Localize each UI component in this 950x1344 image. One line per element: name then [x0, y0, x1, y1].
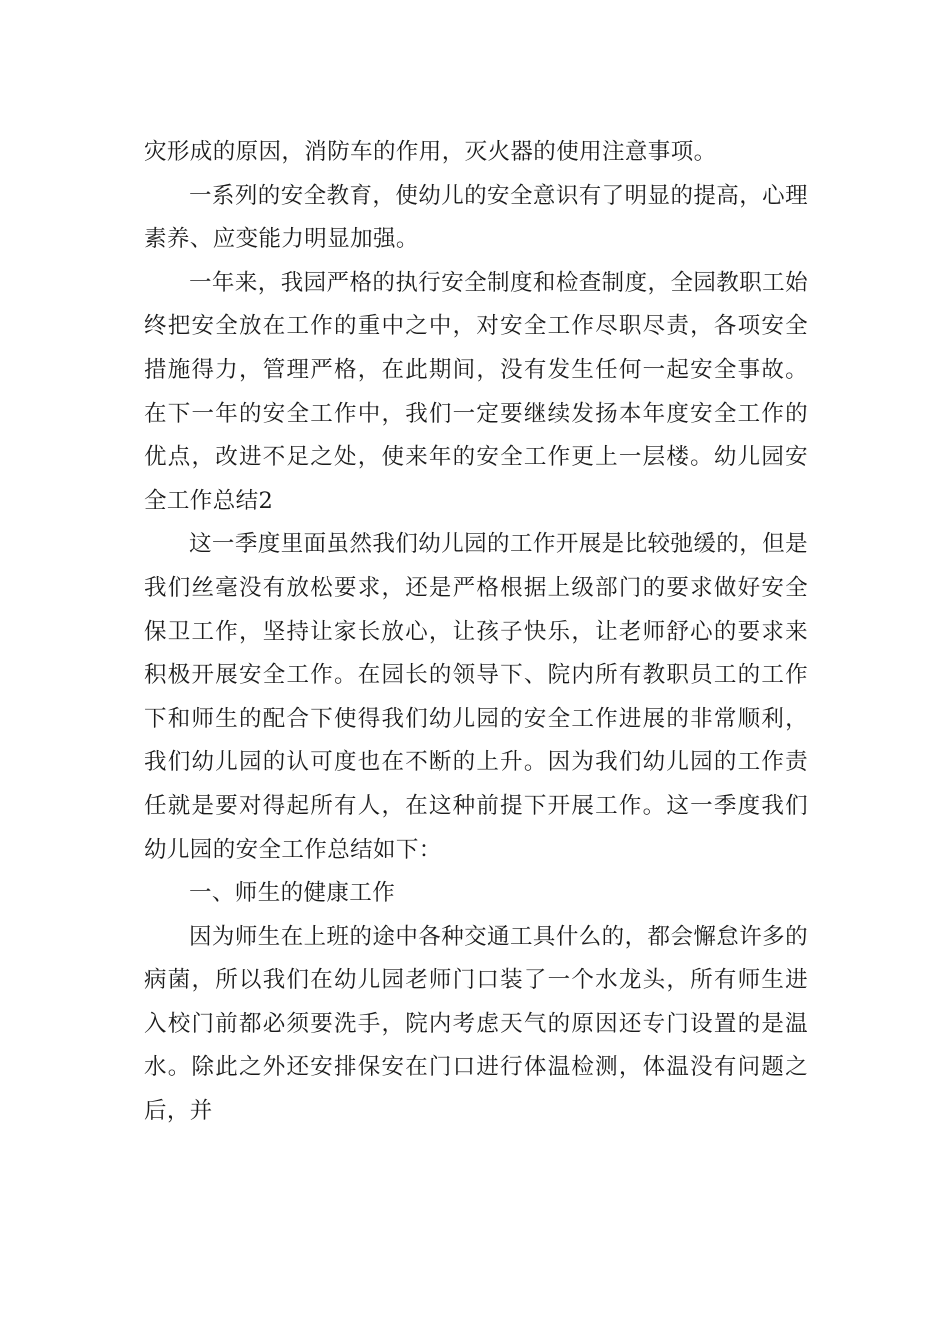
paragraph: 灾形成的原因，消防车的作用，灭火器的使用注意事项。 — [144, 139, 717, 165]
document-body — [144, 131, 808, 1134]
paragraph: 一系列的安全教育，使幼儿的安全意识有了明显的提高，心理素养、应变能力明显加强。 — [144, 182, 808, 253]
paragraph: 一年来，我园严格的执行安全制度和检查制度，全园教职工始终把安全放在工作的重中之中，对安全工作尽职尽责，各项安全措施得力，管理严格，在此期间，没有发生任何一起安全事故。在下一年的安全工作中，我们一定要继续发扬本年度安全工作的优点，改进不足之处，使来年的安全工作更上一层楼。幼儿园安全工作总结2 — [144, 269, 808, 514]
paragraph: 这一季度里面虽然我们幼儿园的工作开展是比较弛缓的，但是我们丝毫没有放松要求，还是严格根据上级部门的要求做好安全保卫工作，坚持让家长放心，让孩子快乐，让老师舒心的要求来积极开展安全工作。在园长的领导下、院内所有教职员工的工作下和师生的配合下使得我们幼儿园的安全工作进展的非常顺利，我们幼儿园的认可度也在不断的上升。因为我们幼儿园的工作责任就是要对得起所有人，在这种前提下开展工作。这一季度我们幼儿园的安全工作总结如下： — [144, 531, 808, 863]
paragraph: 因为师生在上班的途中各种交通工具什么的，都会懈怠许多的病菌，所以我们在幼儿园老师门口装了一个水龙头，所有师生进入校门前都必须要洗手，院内考虑天气的原因还专门设置的是温水。除此之外还安排保安在门口进行体温检测，体温没有问题之后，并 — [144, 923, 808, 1125]
section-heading: 一、师生的健康工作 — [189, 880, 396, 907]
